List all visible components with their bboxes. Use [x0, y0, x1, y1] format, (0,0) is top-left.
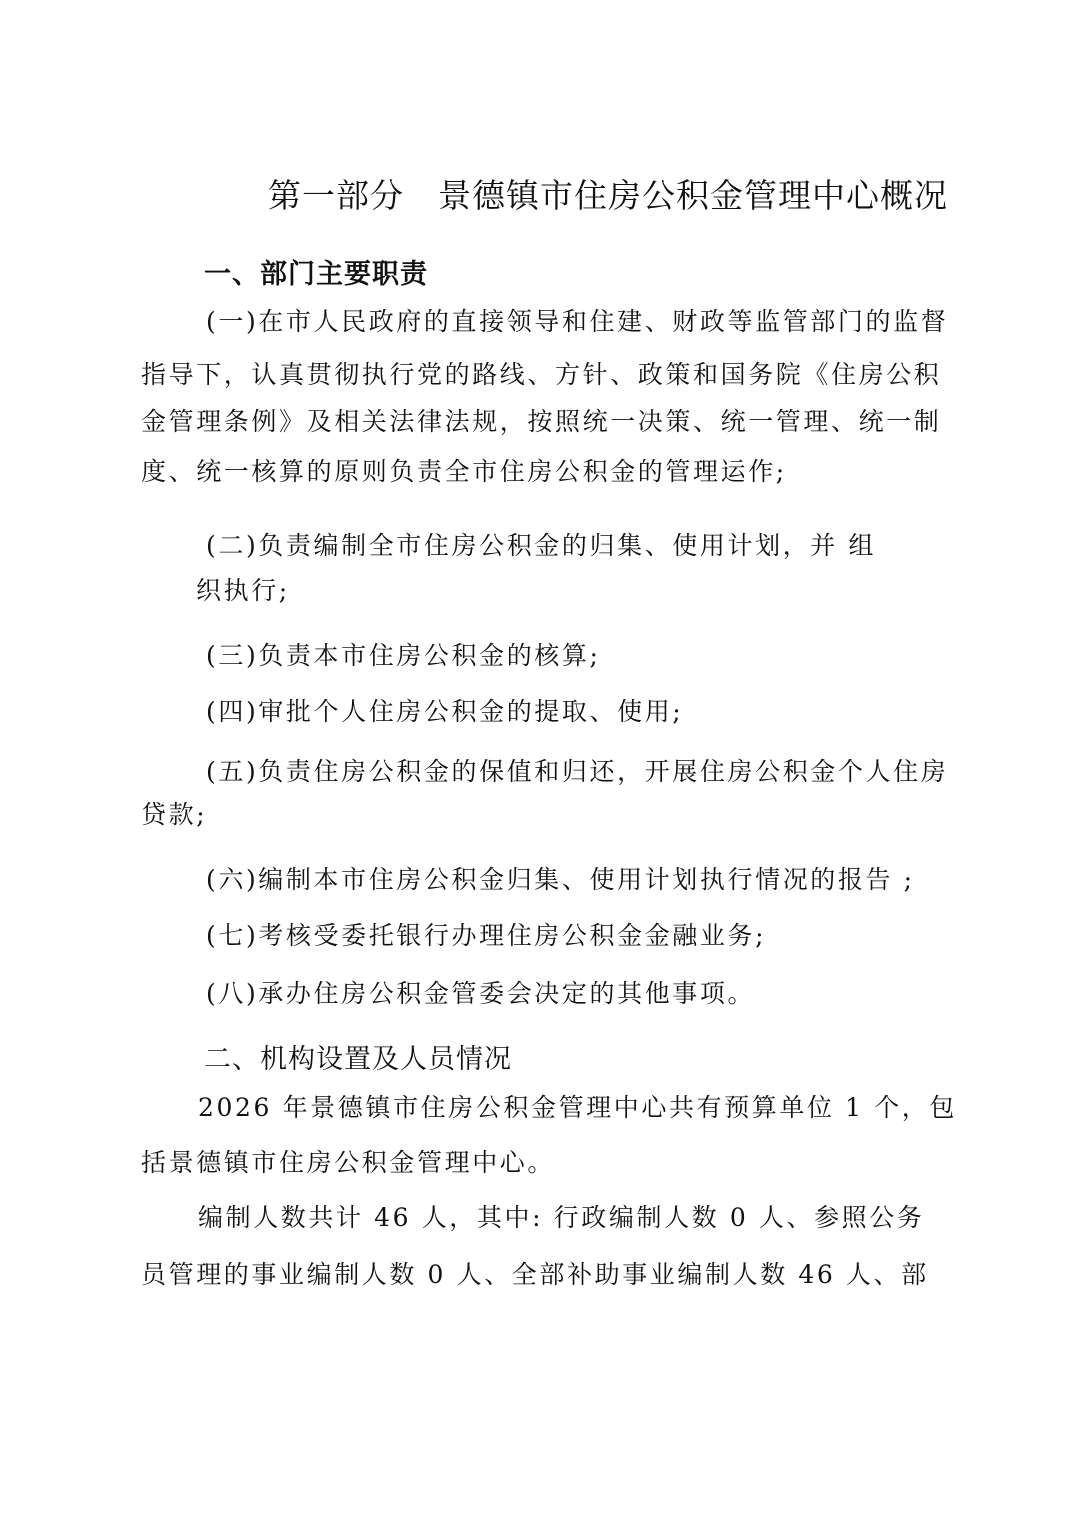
duty-5-line-2: 贷款; [141, 800, 208, 829]
duty-1-line-1: (一)在市人民政府的直接领导和住建、财政等监管部门的监督 [206, 307, 949, 336]
para-1-line-2: 括景德镇市住房公积金管理中心。 [141, 1148, 556, 1177]
section-heading-organization: 二、机构设置及人员情况 [204, 1044, 512, 1075]
para-1-line-1: 2026 年景德镇市住房公积金管理中心共有预算单位 1 个，包 [198, 1093, 957, 1122]
para-2-line-1: 编制人数共计 46 人，其中: 行政编制人数 0 人、参照公务 [198, 1203, 925, 1232]
duty-6: (六)编制本市住房公积金归集、使用计划执行情况的报告 ; [206, 865, 915, 894]
duty-2-line-2: 织执行; [196, 576, 290, 605]
duty-4: (四)审批个人住房公积金的提取、使用; [206, 697, 684, 726]
duty-8: (八)承办住房公积金管委会决定的其他事项。 [206, 979, 756, 1008]
title-main: 景德镇市住房公积金管理中心概况 [438, 176, 948, 215]
section-heading-duties: 一、部门主要职责 [204, 259, 428, 290]
title-part: 第一部分 [268, 176, 404, 215]
duty-5-line-1: (五)负责住房公积金的保值和归还，开展住房公积金个人住房 [206, 757, 949, 786]
duty-1-line-4: 度、统一核算的原则负责全市住房公积金的管理运作; [141, 457, 787, 486]
page-title [268, 170, 948, 217]
duty-2-line-1: (二)负责编制全市住房公积金的归集、使用计划，并 组 [206, 531, 877, 560]
duty-1-line-2: 指导下，认真贯彻执行党的路线、方针、政策和国务院《住房公积 [141, 360, 942, 389]
para-2-line-2: 员管理的事业编制人数 0 人、全部补助事业编制人数 46 人、部 [141, 1260, 929, 1289]
duty-3: (三)负责本市住房公积金的核算; [206, 641, 601, 670]
duty-1-line-3: 金管理条例》及相关法律法规，按照统一决策、统一管理、统一制 [141, 407, 942, 436]
duty-7: (七)考核受委托银行办理住房公积金金融业务; [206, 921, 767, 950]
